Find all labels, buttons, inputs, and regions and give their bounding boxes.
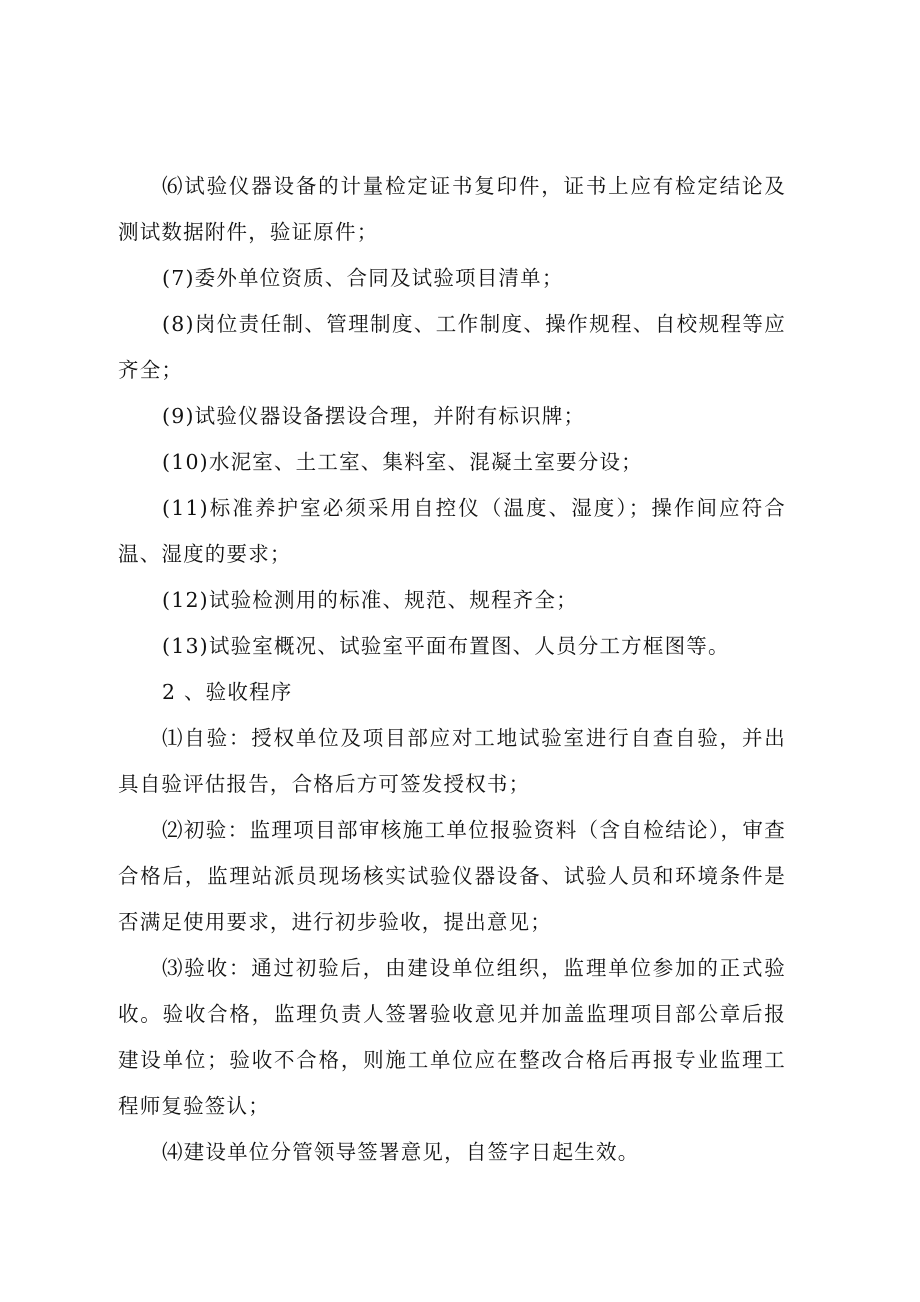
procedure-step-1-self-check: ⑴自验：授权单位及项目部应对工地试验室进行自查自验，并出具自验评估报告，合格后方可签发授权书； [118, 726, 786, 796]
paragraph-item-13-overview-diagrams: (13)试验室概况、试验室平面布置图、人员分工方框图等。 [162, 634, 730, 658]
procedure-step-3-acceptance: ⑶验收：通过初验后，由建设单位组织，监理单位参加的正式验收。验收合格，监理负责人签署验收意见并加盖监理项目部公章后报建设单位；验收不合格，则施工单位应在整改合格后再报专业监理工程师复验签认； [118, 956, 786, 1118]
paragraph-item-11-curing-room: (11)标准养护室必须采用自控仪（温度、湿度）；操作间应符合温、湿度的要求； [118, 496, 786, 566]
document-body [118, 163, 786, 1175]
procedure-step-2-preliminary-check: ⑵初验：监理项目部审核施工单位报验资料（含自检结论），审查合格后，监理站派员现场核实试验仪器设备、试验人员和环境条件是否满足使用要求，进行初步验收，提出意见； [118, 818, 786, 934]
paragraph-item-7-outsourcing: (7)委外单位资质、合同及试验项目清单； [162, 266, 564, 290]
procedure-step-4-effective: ⑷建设单位分管领导签署意见，自签字日起生效。 [162, 1140, 640, 1164]
section-heading-acceptance-procedure: 2 、验收程序 [162, 680, 293, 704]
paragraph-item-9-equipment-layout: (9)试验仪器设备摆设合理，并附有标识牌； [162, 404, 586, 428]
paragraph-item-12-standards: (12)试验检测用的标准、规范、规程齐全； [162, 588, 578, 612]
paragraph-item-6-calibration-certificates: ⑹试验仪器设备的计量检定证书复印件，证书上应有检定结论及测试数据附件，验证原件； [118, 174, 786, 244]
paragraph-item-8-rules-and-regulations: (8)岗位责任制、管理制度、工作制度、操作规程、自校规程等应齐全； [118, 312, 786, 382]
paragraph-item-10-separate-rooms: (10)水泥室、土工室、集料室、混凝土室要分设； [162, 450, 643, 474]
